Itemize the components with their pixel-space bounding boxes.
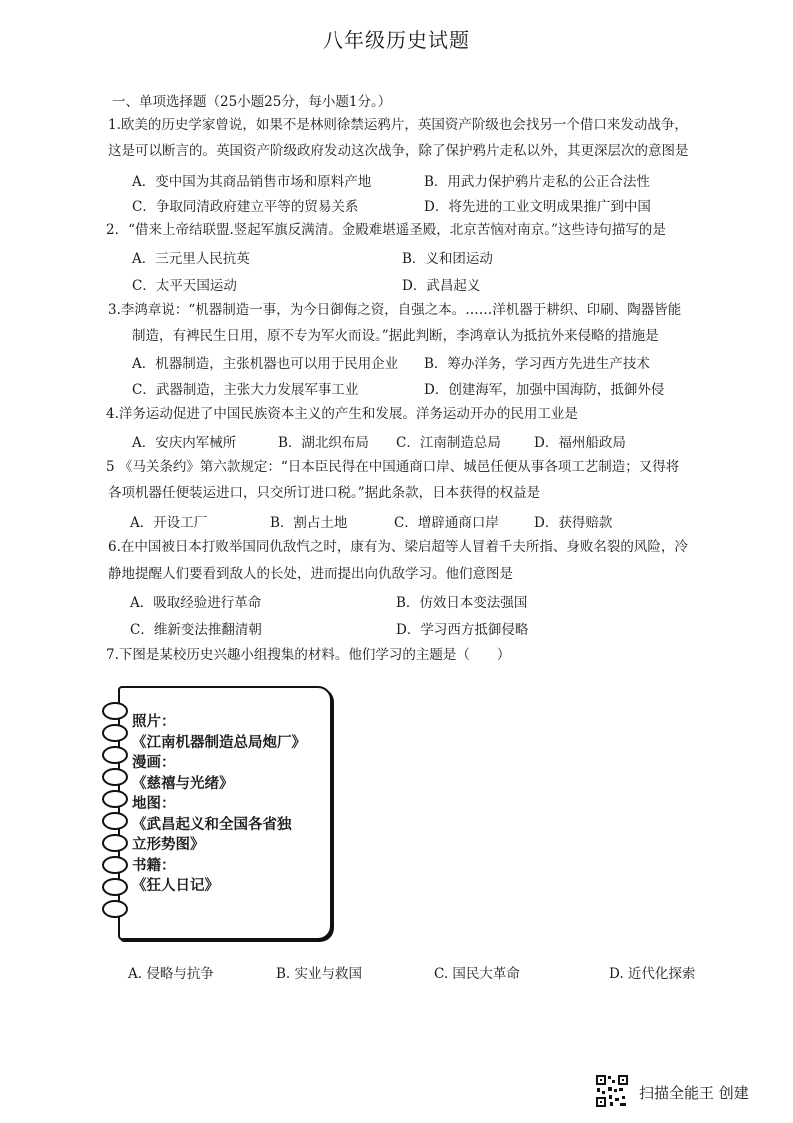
scanner-watermark	[595, 1074, 775, 1110]
question-2-option-c: C．太平天国运动	[132, 278, 237, 294]
notebook-line: 《狂人日记》	[132, 878, 219, 894]
section-heading: 一、单项选择题（25小题25分，每小题1分。）	[112, 94, 392, 110]
notebook-line: 漫画：	[132, 755, 176, 771]
notebook-line: 立形势图》	[132, 837, 205, 853]
spiral-ring	[102, 834, 128, 852]
notebook-content	[132, 712, 306, 897]
question-4-line-1: 4.洋务运动促进了中国民族资本主义的产生和发展。洋务运动开办的民用工业是	[106, 406, 578, 422]
spiral-ring	[102, 878, 128, 896]
spiral-ring	[102, 702, 128, 720]
question-1-option-b: B．用武力保护鸦片走私的公正合法性	[424, 174, 650, 190]
question-6-option-a: A．吸取经验进行革命	[130, 595, 262, 611]
question-2-line-1: 2．“借来上帝结联盟.竖起军旗反满清。金殿难堪遥圣殿，北京苦恼对南京。”这些诗句描写的是	[106, 222, 666, 238]
question-7-option-d: D. 近代化探索	[609, 966, 696, 982]
spiral-ring	[102, 746, 128, 764]
notebook-line: 书籍：	[132, 857, 176, 874]
question-4-option-c: C．江南制造总局	[396, 435, 501, 451]
question-3-option-c: C．武器制造，主张大力发展军事工业	[132, 382, 359, 398]
question-3-line-2: 制造，有裨民生日用，原不专为军火而设。”据此判断，李鸿章认为抵抗外来侵略的措施是	[132, 328, 659, 344]
question-5-line-1: 5 《马关条约》第六款规定：“日本臣民得在中国通商口岸、城邑任便从事各项工艺制造；又得将	[106, 459, 680, 475]
notebook-line: 地图：	[132, 796, 176, 812]
question-3-option-a: A．机器制造，主张机器也可以用于民用企业	[132, 356, 399, 372]
question-1-option-d: D．将先进的工业文明成果推广到中国	[424, 199, 651, 215]
question-3-line-1: 3.李鸿章说：“机器制造一事，为今日御侮之资，自强之本。……洋机器于耕织、印刷、陶器皆能	[108, 302, 682, 318]
question-3-option-d: D．创建海军，加强中国海防，抵御外侵	[424, 382, 665, 398]
question-7-option-c: C. 国民大革命	[434, 966, 520, 982]
question-2-option-d: D．武昌起义	[402, 278, 481, 294]
notebook-line: 《江南机器制造总局炮厂》	[132, 734, 306, 751]
question-5-option-d: D．获得赔款	[534, 515, 613, 531]
question-1-option-c: C．争取同清政府建立平等的贸易关系	[132, 199, 359, 215]
qr-code-icon	[595, 1074, 629, 1108]
question-5-option-b: B．割占土地	[270, 515, 348, 531]
question-5-line-2: 各项机器任便装运进口，只交所订进口税。”据此条款，日本获得的权益是	[108, 485, 541, 501]
notebook-illustration	[100, 684, 332, 942]
question-2-option-b: B．义和团运动	[402, 251, 493, 267]
question-6-option-d: D．学习西方抵御侵略	[396, 622, 529, 638]
spiral-ring	[102, 900, 128, 918]
question-5-option-a: A．开设工厂	[130, 515, 208, 531]
question-6-option-b: B．仿效日本变法强国	[396, 595, 528, 611]
question-4-option-b: B．湖北织布局	[278, 435, 369, 451]
spiral-ring	[102, 724, 128, 742]
notebook-line: 照片：	[132, 714, 176, 730]
spiral-ring	[102, 812, 128, 830]
spiral-ring	[102, 856, 128, 874]
question-6-line-2: 静地提醒人们要看到敌人的长处，进而提出向仇敌学习。他们意图是	[108, 566, 513, 582]
spiral-ring	[102, 790, 128, 808]
question-7-option-b: B. 实业与救国	[276, 966, 363, 982]
question-7-option-a: A. 侵略与抗争	[128, 966, 214, 982]
page-title: 八年级历史试题	[323, 28, 470, 52]
question-3-option-b: B．筹办洋务，学习西方先进生产技术	[424, 356, 650, 372]
question-4-option-a: A．安庆内军械所	[132, 435, 237, 451]
notebook-line: 《慈禧与光绪》	[132, 775, 234, 792]
spiral-ring	[102, 768, 128, 786]
scanner-label: 扫描全能王 创建	[639, 1084, 749, 1102]
question-1-option-a: A．变中国为其商品销售市场和原料产地	[132, 174, 372, 190]
question-1-line-2: 这是可以断言的。英国资产阶级政府发动这次战争，除了保护鸦片走私以外，其更深层次的意图是	[108, 143, 689, 159]
question-7-line-1: 7.下图是某校历史兴趣小组搜集的材料。他们学习的主题是（ ）	[106, 647, 511, 663]
question-6-option-c: C．维新变法推翻清朝	[130, 622, 262, 638]
question-2-option-a: A．三元里人民抗英	[132, 251, 250, 267]
question-4-option-d: D．福州船政局	[534, 435, 626, 451]
question-5-option-c: C．增辟通商口岸	[394, 515, 499, 531]
question-1-line-1: 1.欧美的历史学家曾说，如果不是林则徐禁运鸦片，英国资产阶级也会找另一个借口来发动战争，	[108, 117, 688, 133]
notebook-line: 《武昌起义和全国各省独	[132, 816, 292, 833]
question-6-line-1: 6.在中国被日本打败举国同仇敌忾之时，康有为、梁启超等人冒着千夫所指、身败名裂的风险，冷	[108, 539, 688, 555]
